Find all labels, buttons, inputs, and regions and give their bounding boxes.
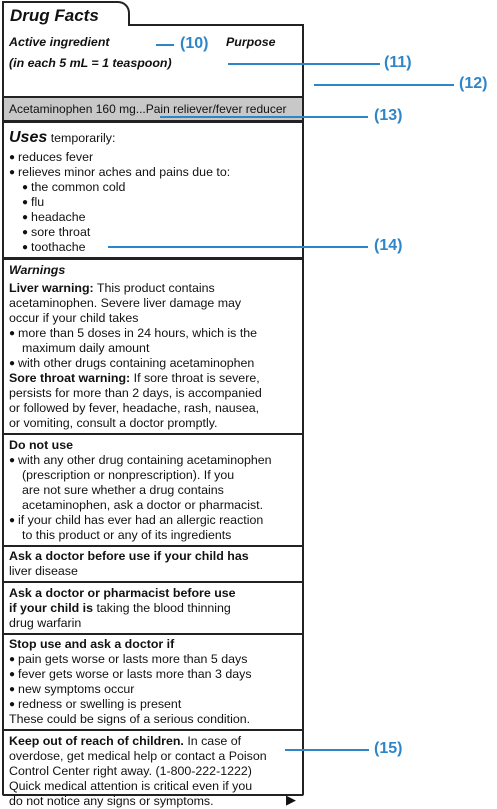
callout-line-14 bbox=[108, 246, 368, 248]
ask-pharmacist-label: Ask a doctor or pharmacist before use bbox=[9, 586, 236, 600]
ask-pharmacist-label-2: if your child is bbox=[9, 601, 93, 615]
list-item-cont: maximum daily amount bbox=[22, 341, 150, 355]
uses-heading: Uses bbox=[9, 129, 48, 146]
purpose-heading: Purpose bbox=[226, 35, 276, 49]
ask-doctor-label: Ask a doctor before use if your child has bbox=[9, 549, 249, 563]
keep-out-label: Keep out of reach of children. bbox=[9, 734, 184, 748]
list-item: ● headache bbox=[22, 210, 85, 226]
list-item-cont: (prescription or nonprescription). If you bbox=[22, 468, 235, 482]
drug-facts-tab bbox=[2, 1, 130, 26]
callout-line-12 bbox=[314, 84, 454, 86]
list-item: ● new symptoms occur bbox=[9, 682, 134, 698]
keep-out-line bbox=[9, 734, 241, 749]
list-item: ● redness or swelling is present bbox=[9, 697, 181, 713]
stop-use-label: Stop use and ask a doctor if bbox=[9, 637, 175, 651]
list-item: ● fever gets worse or lasts more than 3 days bbox=[9, 667, 252, 683]
callout-label-15: (15) bbox=[374, 740, 403, 757]
list-item-cont: to this product or any of its ingredients bbox=[22, 528, 232, 542]
divider bbox=[4, 633, 302, 635]
divider bbox=[4, 433, 302, 435]
keep-out-text: In case of bbox=[187, 734, 242, 748]
ask-pharmacist-line bbox=[9, 601, 231, 616]
liver-warning-text: occur if your child takes bbox=[9, 311, 139, 325]
keep-out-text: Control Center right away. (1-800-222-1222) bbox=[9, 764, 252, 778]
divider bbox=[4, 581, 302, 583]
list-item: ● if your child has ever had an allergic reaction bbox=[9, 513, 263, 529]
sore-throat-text: or followed by fever, headache, rash, nausea, bbox=[9, 401, 260, 415]
list-item: ● more than 5 doses in 24 hours, which is the bbox=[9, 326, 257, 342]
do-not-use-label: Do not use bbox=[9, 438, 74, 452]
callout-label-10: (10) bbox=[180, 35, 209, 52]
callout-label-12: (12) bbox=[459, 75, 488, 92]
ask-pharmacist-text: drug warfarin bbox=[9, 616, 82, 630]
list-item-cont: are not sure whether a drug contains bbox=[22, 483, 224, 497]
list-item: ● relieves minor aches and pains due to: bbox=[9, 165, 230, 181]
list-item: ● sore throat bbox=[22, 225, 90, 241]
uses-heading-line bbox=[9, 130, 115, 146]
callout-label-11: (11) bbox=[384, 54, 412, 71]
sore-throat-text: or vomiting, consult a doctor promptly. bbox=[9, 416, 218, 430]
divider bbox=[4, 729, 302, 731]
list-item: ● flu bbox=[22, 195, 44, 211]
callout-label-14: (14) bbox=[374, 237, 403, 254]
sore-throat-text: If sore throat is severe, bbox=[133, 371, 260, 385]
liver-warning-label: Liver warning: bbox=[9, 281, 94, 295]
list-item: ● with other drugs containing acetaminophen bbox=[9, 356, 254, 372]
callout-line-15 bbox=[285, 749, 369, 751]
liver-warning-text: This product contains bbox=[96, 281, 215, 295]
divider bbox=[4, 545, 302, 547]
active-subheading: (in each 5 mL = 1 teaspoon) bbox=[9, 56, 172, 70]
divider bbox=[4, 257, 302, 260]
keep-out-text: overdose, get medical help or contact a Poison bbox=[9, 749, 267, 763]
warnings-heading: Warnings bbox=[9, 263, 66, 277]
liver-warning-line bbox=[9, 281, 215, 296]
callout-label-13: (13) bbox=[374, 107, 403, 124]
keep-out-text: Quick medical attention is critical even if you bbox=[9, 779, 253, 793]
list-item: ● toothache bbox=[22, 240, 85, 256]
continue-arrow-icon: ▶ bbox=[286, 792, 296, 807]
callout-line-13 bbox=[160, 116, 368, 118]
list-item-cont: acetaminophen, ask a doctor or pharmacist. bbox=[22, 498, 264, 512]
ask-doctor-text: liver disease bbox=[9, 564, 78, 578]
keep-out-text: do not notice any signs or symptoms. bbox=[9, 794, 214, 808]
list-item: ● pain gets worse or lasts more than 5 days bbox=[9, 652, 247, 668]
active-ingredient-heading: Active ingredient bbox=[9, 35, 110, 49]
list-item: ● reduces fever bbox=[9, 150, 93, 166]
uses-intro: temporarily: bbox=[50, 131, 116, 145]
liver-warning-text: acetaminophen. Severe liver damage may bbox=[9, 296, 242, 310]
sore-throat-line bbox=[9, 371, 260, 386]
callout-line-11 bbox=[228, 63, 380, 65]
ask-pharmacist-text: taking the blood thinning bbox=[96, 601, 231, 615]
divider bbox=[4, 120, 302, 123]
list-item: ● the common cold bbox=[22, 180, 125, 196]
callout-line-10 bbox=[156, 44, 174, 46]
active-ingredient-text: Acetaminophen 160 mg...Pain reliever/fever reducer bbox=[9, 102, 287, 116]
stop-use-note: These could be signs of a serious condition. bbox=[9, 712, 251, 726]
sore-throat-text: persists for more than 2 days, is accompanied bbox=[9, 386, 262, 400]
list-item: ● with any other drug containing acetaminophen bbox=[9, 453, 272, 469]
drug-facts-panel bbox=[2, 24, 304, 808]
drug-facts-title: Drug Facts bbox=[10, 6, 99, 25]
sore-throat-label: Sore throat warning: bbox=[9, 371, 131, 385]
